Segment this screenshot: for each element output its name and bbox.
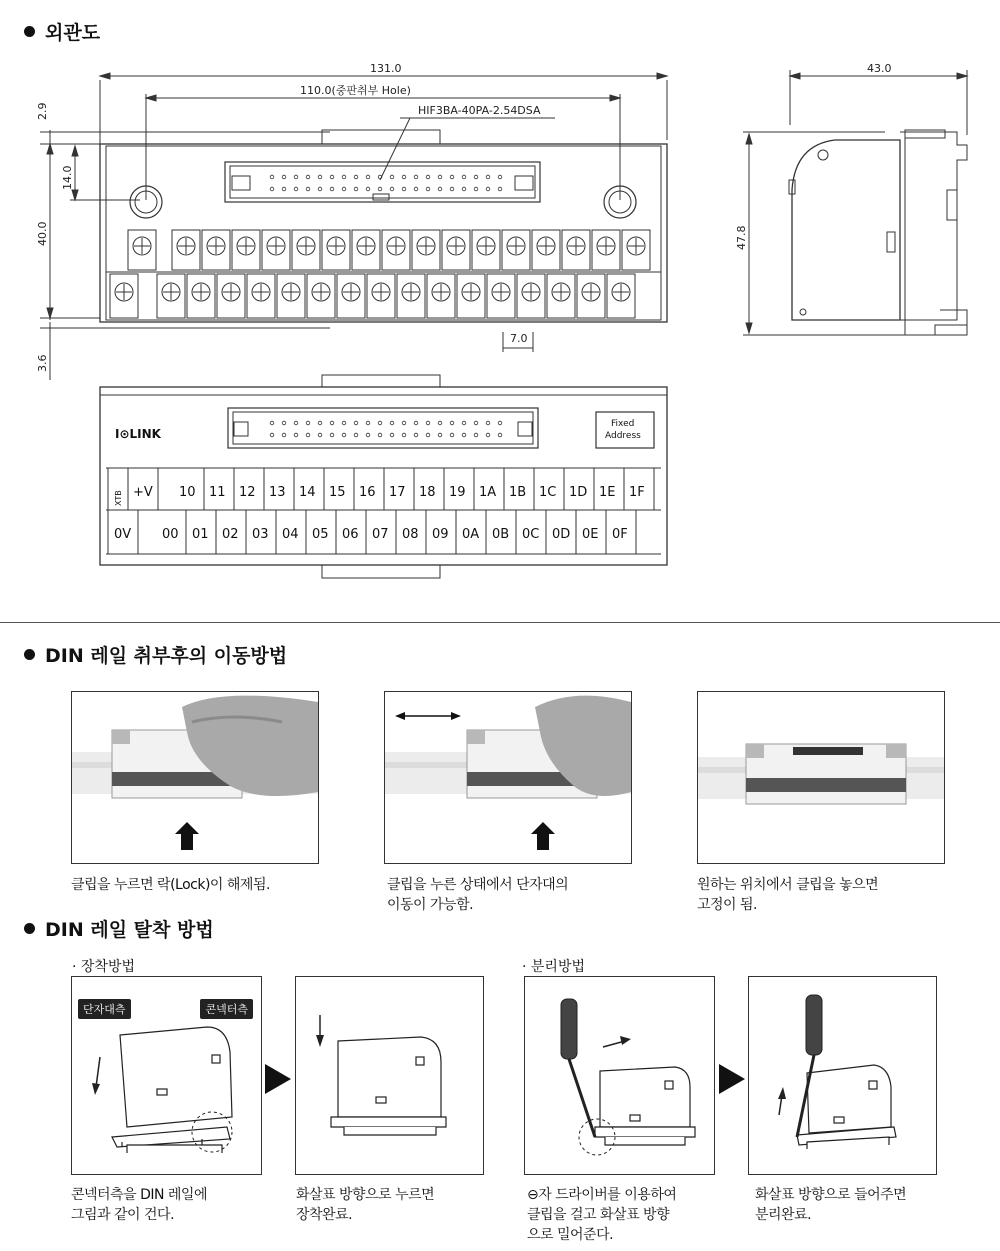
step-remove-lever [524,976,715,1175]
screw-slot-icon [223,284,239,300]
tag-connector-side: 콘넥터측 [200,999,253,1019]
connector-pin [402,421,406,425]
connector-pin [402,433,406,437]
screw-slot-icon [583,284,599,300]
fixed-address-label-1: Fixed [611,419,635,429]
photo-press-clip-illustration [72,692,318,863]
dim-side-depth: 43.0 [867,62,892,75]
screw-slot-icon [613,284,629,300]
connector-pin [498,421,502,425]
connector-pin [486,433,490,437]
screw-slot-icon [373,284,389,300]
bullet-icon [24,649,35,660]
screw-slot-icon [163,284,179,300]
terminal-label-upper: 16 [359,485,376,500]
terminal-label-upper: 1A [479,485,497,500]
connector-pin [282,187,286,191]
section-title-rail-move [24,641,287,668]
screw-slot-icon [463,284,479,300]
connector-pin [354,421,358,425]
section-divider [0,622,1000,623]
terminal-label-upper: 1D [569,485,588,500]
photo-press-clip [71,691,319,864]
connector-pin [462,175,466,179]
screw-slot-icon [553,284,569,300]
photo-release-clip [697,691,945,864]
terminal-label-upper: 19 [449,485,466,500]
screw-slot-icon [193,284,209,300]
connector-pin [306,433,310,437]
terminal-label-upper: 1B [509,485,527,500]
section-title-text: DIN 레일 탈착 방법 [45,919,214,941]
terminal-label-lower: 0D [552,527,571,542]
connector-pin [318,421,322,425]
connector-pin [474,421,478,425]
terminal-label-upper: 18 [419,485,436,500]
connector-pin [378,433,382,437]
connector-pin [450,433,454,437]
caption-mount-hook: 콘넥터측을 DIN 레일에 그림과 같이 건다. [71,1187,207,1223]
terminal-label-upper: +V [133,485,153,500]
bullet-icon [24,26,35,37]
connector-pin [318,187,322,191]
connector-pin [294,175,298,179]
remove-method-label: · 분리방법 [522,959,585,975]
screw-slot-icon [283,284,299,300]
step-remove-lift [748,976,937,1175]
screw-slot-icon [628,238,644,254]
connector-pin [378,421,382,425]
terminal-label-lower: 0F [612,527,628,542]
step-arrow-1-icon [265,1064,291,1094]
screw-slot-icon [403,284,419,300]
terminal-label-upper: 12 [239,485,256,500]
screw-slot-icon [508,238,524,254]
connector-pin [270,175,274,179]
tag-terminal-side: 단자대측 [78,999,131,1019]
connector-pin [450,175,454,179]
connector-pin [294,433,298,437]
terminal-label-lower: 0V [114,527,132,542]
caption-mount-press: 화살표 방향으로 누르면 장착완료. [296,1187,435,1223]
connector-pin [462,433,466,437]
connector-pin [342,187,346,191]
connector-pin [402,187,406,191]
connector-pin [498,433,502,437]
connector-pin [318,175,322,179]
terminal-label-upper: 10 [179,485,196,500]
terminal-label-upper: 1E [599,485,616,500]
connector-pin [438,433,442,437]
connector-pin [282,175,286,179]
connector-pin [426,433,430,437]
photo-slide-terminal [384,691,632,864]
connector-pin [270,433,274,437]
terminal-label-lower: 06 [342,527,359,542]
screw-slot-icon [493,284,509,300]
connector-pin [330,421,334,425]
terminal-label-lower: 04 [282,527,299,542]
step-remove-lift-drawing [749,977,936,1174]
connector-pin [474,175,478,179]
terminal-label-upper: 15 [329,485,346,500]
connector-pin [354,433,358,437]
step-mount-hook-drawing [72,977,261,1174]
terminal-label-lower: 07 [372,527,389,542]
connector-pin [438,187,442,191]
dim-connector-part: HIF3BA-40PA-2.54DSA [418,104,541,117]
screw-slot-icon [313,284,329,300]
connector-pin [426,187,430,191]
step-mount-press [295,976,484,1175]
terminal-label-upper: 1C [539,485,557,500]
connector-pin [414,433,418,437]
connector-pin [462,187,466,191]
connector-pin [438,421,442,425]
screw-slot-icon [208,238,224,254]
connector-pin [294,421,298,425]
caption-remove-lever: ⊖자 드라이버를 이용하여 클립을 걸고 화살표 방향 으로 밀어준다. [527,1187,677,1243]
connector-pin [402,175,406,179]
mount-method-label: · 장착방법 [72,959,135,975]
step-arrow-2-icon [719,1064,745,1094]
screw-slot-icon [568,238,584,254]
connector-pin [330,433,334,437]
screw-slot-icon [448,238,464,254]
terminal-label-lower: 00 [162,527,179,542]
screw-slot-icon [134,238,150,254]
connector-pin [450,187,454,191]
connector-pin [366,433,370,437]
screw-slot-icon [538,238,554,254]
connector-pin [366,421,370,425]
dim-overall-width: 131.0 [370,62,402,75]
section-title-outline [24,18,100,45]
step-remove-lever-drawing [525,977,714,1174]
dim-hole-offset: 14.0 [61,165,74,190]
section-title-text: DIN 레일 취부후의 이동방법 [45,645,288,667]
terminal-label-lower: 05 [312,527,329,542]
step-mount-press-drawing [296,977,483,1174]
connector-pin [498,187,502,191]
screw-slot-icon [418,238,434,254]
screw-slot-icon [358,238,374,254]
connector-pin [318,433,322,437]
caption-release-clip: 원하는 위치에서 클립을 놓으면 고정이 됨. [697,877,879,913]
connector-pin [390,187,394,191]
connector-pin [498,175,502,179]
dim-side-height: 47.8 [735,225,748,250]
side-view-drawing [735,50,985,350]
connector-pin [342,421,346,425]
screw-slot-icon [388,238,404,254]
terminal-label-lower: 02 [222,527,239,542]
caption-remove-lift: 화살표 방향으로 들어주면 분리완료. [755,1187,907,1223]
terminal-label-lower: 0B [492,527,510,542]
screw-slot-icon [343,284,359,300]
front-view-drawing [0,50,700,610]
step-mount-hook [71,976,262,1175]
connector-pin [438,175,442,179]
screw-slot-icon [328,238,344,254]
screw-slot-icon [598,238,614,254]
terminal-label-upper: 13 [269,485,286,500]
terminal-label-upper: 17 [389,485,406,500]
terminal-label-lower: 0A [462,527,480,542]
terminal-label-lower: 03 [252,527,269,542]
caption-press-clip: 클립을 누르면 락(Lock)이 해제됨. [71,877,270,893]
connector-pin [426,175,430,179]
dim-hole-pitch: 110.0(중판취부 Hole) [300,84,411,97]
screw-slot-icon [268,238,284,254]
connector-pin [414,175,418,179]
screw-slot-icon [238,238,254,254]
connector-pin [354,175,358,179]
iolink-logo: I⊙LINK [115,427,161,441]
connector-pin [330,187,334,191]
connector-pin [486,421,490,425]
caption-slide-terminal: 클립을 누른 상태에서 단자대의 이동이 가능함. [387,877,569,913]
connector-pin [486,187,490,191]
connector-pin [342,175,346,179]
connector-pin [414,421,418,425]
section-title-rail-attach [24,915,214,942]
photo-release-clip-illustration [698,692,944,863]
section-title-text: 외관도 [45,22,101,44]
terminal-label-upper: 1F [629,485,645,500]
connector-pin [390,421,394,425]
screw-slot-icon [523,284,539,300]
terminal-label-lower: 01 [192,527,209,542]
connector-pin [378,187,382,191]
terminal-label-upper: 14 [299,485,316,500]
connector-pin [270,421,274,425]
dim-top-margin: 2.9 [36,102,49,120]
connector-pin [282,421,286,425]
screw-slot-icon [178,238,194,254]
terminal-label-lower: 0C [522,527,540,542]
dim-body-height: 40.0 [36,221,49,246]
connector-pin [366,187,370,191]
connector-pin [390,175,394,179]
connector-pin [354,187,358,191]
dim-terminal-pitch: 7.0 [510,332,528,345]
connector-pin [270,187,274,191]
connector-pin [474,433,478,437]
screw-slot-icon [116,284,132,300]
terminal-label-lower: 0E [582,527,599,542]
connector-pin [342,433,346,437]
dim-bottom-margin: 3.6 [36,354,49,372]
connector-pin [306,187,310,191]
screw-slot-icon [478,238,494,254]
connector-pin [486,175,490,179]
connector-pin [462,421,466,425]
terminal-label-lower: 08 [402,527,419,542]
bullet-icon [24,923,35,934]
screw-slot-icon [298,238,314,254]
connector-pin [294,187,298,191]
screw-slot-icon [433,284,449,300]
connector-pin [306,421,310,425]
xtb-label: XTB [114,490,123,506]
screw-slot-icon [253,284,269,300]
terminal-label-lower: 09 [432,527,449,542]
connector-pin [306,175,310,179]
connector-pin [414,187,418,191]
connector-pin [474,187,478,191]
connector-pin [366,175,370,179]
connector-pin [282,433,286,437]
connector-pin [330,175,334,179]
fixed-address-label-2: Address [605,431,641,441]
terminal-label-upper: 11 [209,485,226,500]
photo-slide-terminal-illustration [385,692,631,863]
connector-pin [390,433,394,437]
connector-pin [450,421,454,425]
connector-pin [426,421,430,425]
